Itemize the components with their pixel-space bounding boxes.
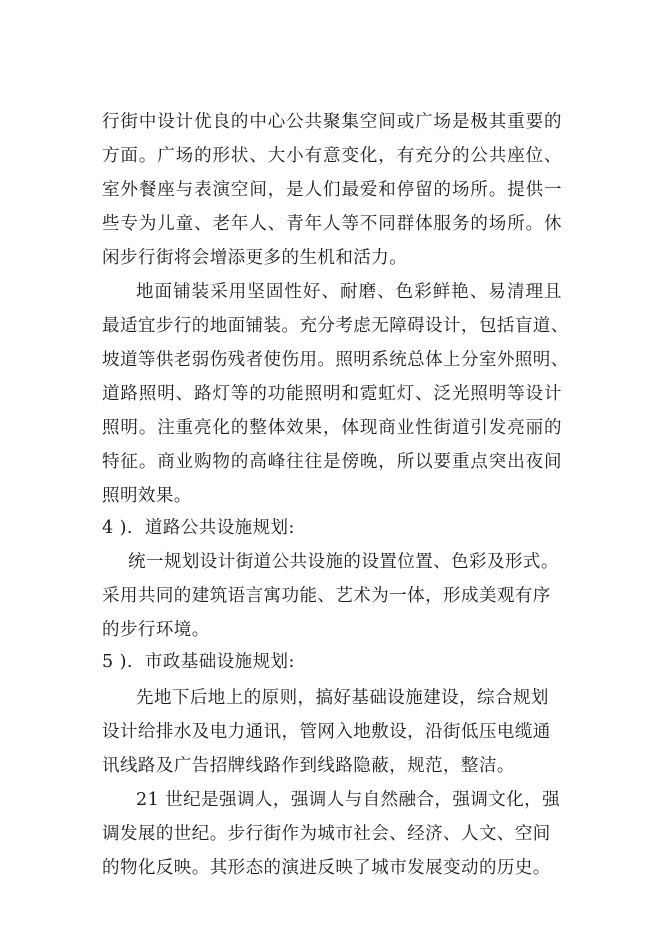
section-heading: 4 ). 道路公共设施规划: bbox=[102, 518, 295, 538]
text-line: 最适宜步行的地面铺装。充分考虑无障碍设计，包括盲道、 bbox=[102, 316, 569, 336]
text-line: 坡道等供老弱伤残者使伤用。照明系统总体上分室外照明、 bbox=[102, 350, 569, 370]
text-line: 特征。商业购物的高峰往往是傍晚，所以要重点突出夜间 bbox=[102, 452, 562, 472]
text-line: 照明。注重亮化的整体效果，体现商业性街道引发亮丽的 bbox=[102, 418, 562, 438]
paragraph-first-line: 地面铺装采用坚固性好、耐磨、色彩鲜艳、易清理且 bbox=[136, 282, 562, 302]
text-line: 的步行环境。 bbox=[102, 620, 210, 640]
text-line: 照明效果。 bbox=[102, 486, 192, 506]
text-line: 调发展的世纪。步行街作为城市社会、经济、人文、空间 bbox=[102, 824, 551, 844]
text-line: 行街中设计优良的中心公共聚集空间或广场是极其重要的 bbox=[102, 112, 562, 132]
text-line: 些专为儿童、老年人、青年人等不同群体服务的场所。休 bbox=[102, 214, 562, 234]
paragraph-first-line: 先地下后地上的原则，搞好基础设施建设，综合规划 bbox=[136, 688, 549, 708]
text-line: 的物化反映。其形态的演进反映了城市发展变动的历史。 bbox=[102, 858, 551, 878]
paragraph-first-line: 统一规划设计街道公共设施的设置位置、色彩及形式。 bbox=[128, 552, 559, 572]
text-line: 方面。广场的形状、大小有意变化，有充分的公共座位、 bbox=[102, 146, 562, 166]
section-heading: 5 ). 市政基础设施规划: bbox=[102, 652, 295, 672]
paragraph-first-line: 21 世纪是强调人，强调人与自然融合，强调文化，强 bbox=[136, 790, 561, 810]
text-line: 道路照明、路灯等的功能照明和霓虹灯、泛光照明等设计 bbox=[102, 384, 562, 404]
text-line: 闲步行街将会增添更多的生机和活力。 bbox=[102, 248, 408, 268]
text-line: 讯线路及广告招牌线路作到线路隐蔽，规范，整洁。 bbox=[102, 756, 515, 776]
text-line: 室外餐座与表演空间，是人们最爱和停留的场所。提供一 bbox=[102, 180, 562, 200]
text-line: 采用共同的建筑语言寓功能、艺术为一体，形成美观有序 bbox=[102, 586, 551, 606]
text-line: 设计给排水及电力通讯，管网入地敷设，沿街低压电缆通 bbox=[102, 722, 551, 742]
